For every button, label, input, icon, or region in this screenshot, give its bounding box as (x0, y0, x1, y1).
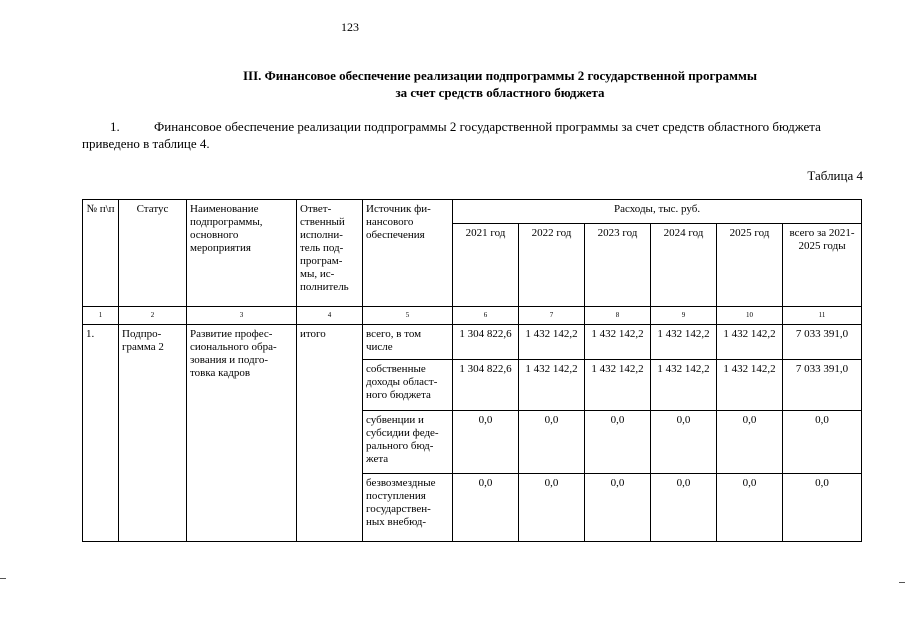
header-total: всего за 2021-2025 годы (783, 224, 862, 307)
value-cell: 0,0 (717, 411, 783, 474)
value-cell: 7 033 391,0 (783, 325, 862, 360)
source-label: всего, в том числе (363, 325, 453, 360)
value-cell: 1 432 142,2 (519, 360, 585, 411)
column-number: 10 (717, 307, 783, 325)
header-row-1 (83, 200, 862, 224)
value-cell: 0,0 (519, 411, 585, 474)
column-number: 5 (363, 307, 453, 325)
value-cell: 1 432 142,2 (585, 325, 651, 360)
header-year-2024: 2024 год (651, 224, 717, 307)
intro-number: 1. (110, 119, 120, 134)
header-year-2025: 2025 год (717, 224, 783, 307)
column-number: 9 (651, 307, 717, 325)
crop-mark-right (899, 582, 905, 583)
header-status: Статус (119, 200, 187, 307)
value-cell: 7 033 391,0 (783, 360, 862, 411)
page-number: 123 (341, 20, 359, 34)
column-number-row (83, 307, 862, 325)
column-number: 7 (519, 307, 585, 325)
row-number: 1. (83, 325, 119, 542)
value-cell: 0,0 (585, 411, 651, 474)
financing-table (82, 199, 862, 542)
column-number: 2 (119, 307, 187, 325)
value-cell: 1 432 142,2 (717, 360, 783, 411)
crop-mark-left (0, 578, 6, 579)
column-number: 1 (83, 307, 119, 325)
column-number: 4 (297, 307, 363, 325)
intro-text: Финансовое обеспечение реализации подпрограммы 2 государственной программы за счет средств областного бюджета приведено в таблице 4. (82, 119, 821, 151)
value-cell: 1 432 142,2 (651, 325, 717, 360)
header-expenses: Расходы, тыс. руб. (453, 200, 862, 224)
value-cell: 0,0 (783, 474, 862, 542)
value-cell: 1 432 142,2 (519, 325, 585, 360)
heading-line-1: III. Финансовое обеспечение реализации подпрограммы 2 государственной программы (242, 68, 758, 83)
value-cell: 1 304 822,6 (453, 360, 519, 411)
header-source: Источник фи-нансового обеспечения (363, 200, 453, 307)
value-cell: 0,0 (651, 474, 717, 542)
value-cell: 0,0 (453, 411, 519, 474)
heading-line-2: за счет средств областного бюджета (395, 85, 605, 100)
column-number: 8 (585, 307, 651, 325)
source-label: собственные доходы област-ного бюджета (363, 360, 453, 411)
value-cell: 0,0 (717, 474, 783, 542)
header-name: Наименование подпрограммы, основного мероприятия (187, 200, 297, 307)
header-year-2023: 2023 год (585, 224, 651, 307)
value-cell: 1 432 142,2 (717, 325, 783, 360)
value-cell: 0,0 (519, 474, 585, 542)
header-year-2021: 2021 год (453, 224, 519, 307)
source-label: субвенции и субсидии феде-рального бюд-жета (363, 411, 453, 474)
row-name: Развитие профес-сионального обра-зования и подго-товка кадров (187, 325, 297, 542)
value-cell: 1 304 822,6 (453, 325, 519, 360)
row-executor: итого (297, 325, 363, 542)
value-cell: 1 432 142,2 (585, 360, 651, 411)
value-cell: 0,0 (783, 411, 862, 474)
intro-paragraph (82, 118, 863, 152)
header-no: № п\п (83, 200, 119, 307)
column-number: 11 (783, 307, 862, 325)
table-row (83, 325, 862, 360)
value-cell: 1 432 142,2 (651, 360, 717, 411)
column-number: 6 (453, 307, 519, 325)
column-number: 3 (187, 307, 297, 325)
value-cell: 0,0 (585, 474, 651, 542)
header-executor: Ответ-ственный исполни-тель под-програм-мы, ис-полнитель (297, 200, 363, 307)
row-status: Подпро-грамма 2 (119, 325, 187, 542)
value-cell: 0,0 (453, 474, 519, 542)
section-heading (150, 67, 850, 101)
source-label: безвозмездные поступления государствен-ных внебюд- (363, 474, 453, 542)
value-cell: 0,0 (651, 411, 717, 474)
table-label: Таблица 4 (807, 168, 863, 183)
header-year-2022: 2022 год (519, 224, 585, 307)
